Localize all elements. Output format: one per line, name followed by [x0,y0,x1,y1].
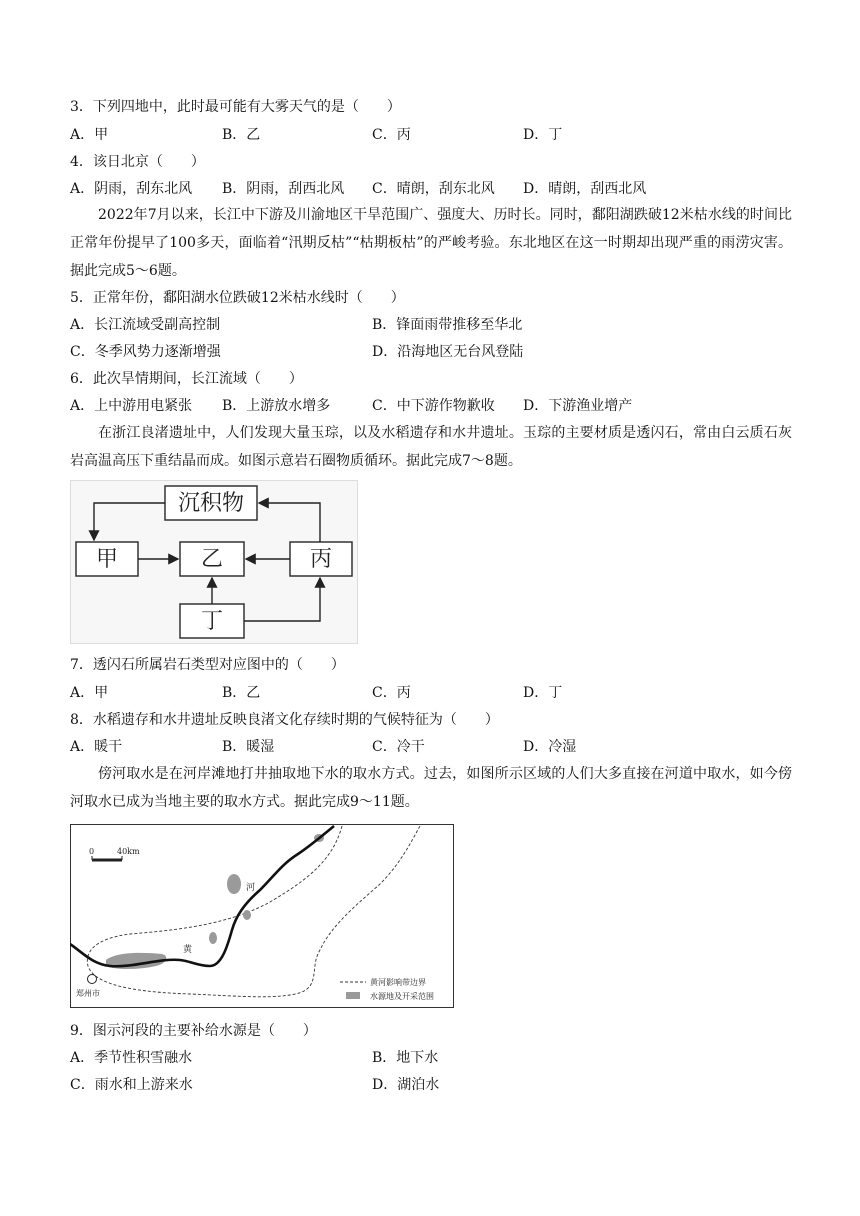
label-jia: 甲 [95,547,119,572]
q8-option-b: B．暖湿 [222,739,275,755]
q7-option-d: D．丁 [523,685,563,701]
q9-option-a: A．季节性积雪融水 [70,1050,193,1066]
q8-option-c: C．冷干 [372,739,425,755]
q9-stem: 9．图示河段的主要补给水源是（ ） [70,1023,317,1039]
q4-option-a: A．阴雨，刮东北风 [70,181,193,197]
q3-option-a: A．甲 [70,127,109,143]
q7-option-c: C．丙 [372,685,411,701]
q9-option-c: C．雨水和上游来水 [70,1077,193,1093]
city-marker [88,975,97,984]
q3-option-c: C．丙 [372,127,411,143]
label-bing: 丙 [309,547,333,572]
q5-option-c: C．冬季风势力逐渐增强 [70,344,221,360]
legend-area-label: 水源地及开采范围 [370,992,434,1001]
q5-option-a: A．长江流域受副高控制 [70,317,221,333]
q5-option-d: D．沿海地区无台风登陆 [372,344,524,360]
rock-cycle-diagram [70,480,358,644]
scale-value: 40km [117,847,140,856]
q6-option-d: D．下游渔业增产 [523,398,633,414]
q6-option-b: B．上游放水增多 [222,398,331,414]
q9-option-b: B．地下水 [372,1050,439,1066]
q6-option-c: C．中下游作物歉收 [372,398,495,414]
label-sediment: 沉积物 [177,491,245,516]
river-char-he: 河 [246,883,256,893]
passage-9-11: 傍河取水是在河岸滩地打井抽取地下水的取水方式。过去，如图所示区域的人们大多直接在河道中取水，如今傍河取水已成为当地主要的取水方式。据此完成9～11题。 [70,766,792,810]
passage-7-8: 在浙江良渚遗址中，人们发现大量玉琮，以及水稻遗存和水井遗址。玉琮的主要材质是透闪石，常由白云质石灰岩高温高压下重结晶而成。如图示意岩石圈物质循环。据此完成7～8题。 [70,425,792,469]
q6-option-a: A．上中游用电紧张 [70,398,193,414]
q3-stem: 3．下列四地中，此时最可能有大雾天气的是（ ） [70,99,401,115]
q7-option-b: B．乙 [222,685,261,701]
q8-option-d: D．冷湿 [523,739,577,755]
label-yi: 乙 [200,547,224,572]
q6-stem: 6．此次旱情期间，长江流域（ ） [70,371,303,387]
q3-option-b: B．乙 [222,127,261,143]
q4-option-b: B．阴雨，刮西北风 [222,181,345,197]
city-label: 郑州市 [76,989,100,998]
q7-stem: 7．透闪石所属岩石类型对应图中的（ ） [70,657,345,673]
q8-stem: 8．水稻遗存和水井遗址反映良渚文化存续时期的气候特征为（ ） [70,712,499,728]
passage-5-6: 2022年7月以来，长江中下游及川渝地区干旱范围广、强度大、历时长。同时，鄱阳湖跌破12米枯水线的时间比正常年份提早了100多天，面临着“汛期反枯”“枯期板枯”的严峻考验。东北地区在这一时期却出现严重的雨涝灾害。据此完成5～6题。 [70,207,792,279]
q9-option-d: D．湖泊水 [372,1077,440,1093]
q4-option-d: D．晴朗，刮西北风 [523,181,647,197]
yellow-river-map [70,824,454,1008]
legend-boundary-label: 黄河影响带边界 [370,978,426,987]
river-char-huang: 黄 [183,945,193,955]
q3-option-d: D．丁 [523,127,563,143]
q8-option-a: A．暖干 [70,739,123,755]
q4-stem: 4．该日北京（ ） [70,154,205,170]
q4-option-c: C．晴朗，刮东北风 [372,181,495,197]
scale-zero: 0 [89,847,95,856]
q5-stem: 5．正常年份，鄱阳湖水位跌破12米枯水线时（ ） [70,290,405,306]
q7-option-a: A．甲 [70,685,109,701]
label-ding: 丁 [200,609,224,634]
q5-option-b: B．锋面雨带推移至华北 [372,317,523,333]
